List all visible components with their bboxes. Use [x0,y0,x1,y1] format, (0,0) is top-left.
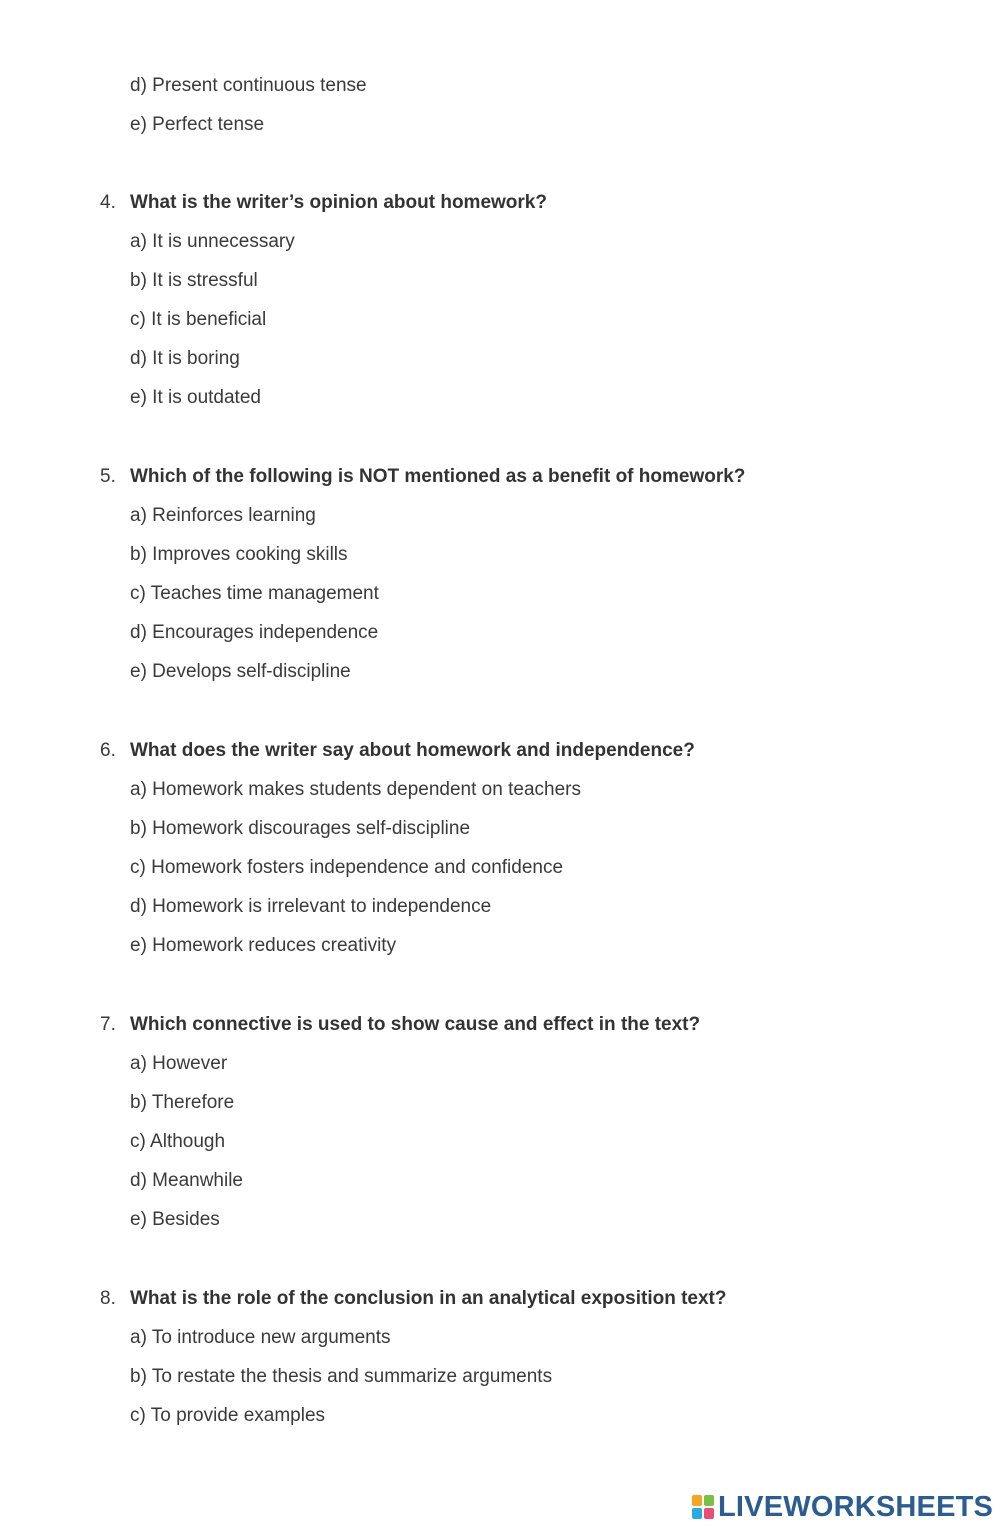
option-c: c) Although [130,1131,226,1152]
option-c: c) Teaches time management [130,583,379,604]
option-3d: d) Present continuous tense [130,75,367,96]
option-c: c) Homework fosters independence and confidence [130,857,564,878]
question-number: 5. [100,466,116,487]
option-e: e) Homework reduces creativity [130,935,397,956]
question-number: 4. [100,192,116,213]
option-b: b) Improves cooking skills [130,544,348,565]
question-text: Which connective is used to show cause and effect in the text? [130,1014,701,1035]
liveworksheets-logo-icon [692,1495,714,1519]
option-e: e) Besides [130,1209,220,1230]
question-number: 8. [100,1288,116,1309]
option-d: d) Meanwhile [130,1170,243,1191]
question-number: 6. [100,740,116,761]
option-a: a) It is unnecessary [130,231,295,252]
option-c: c) To provide examples [130,1405,326,1426]
option-e: e) It is outdated [130,387,261,408]
logo-text: LIVEWORKSHEETS [718,1490,994,1523]
question-text: What is the writer’s opinion about homework? [130,192,547,213]
option-b: b) Homework discourages self-discipline [130,818,471,839]
option-d: d) It is boring [130,348,240,369]
question-text: Which of the following is NOT mentioned as a benefit of homework? [130,466,746,487]
option-e: e) Develops self-discipline [130,661,351,682]
option-a: a) To introduce new arguments [130,1327,391,1348]
option-d: d) Encourages independence [130,622,379,643]
option-a: a) Reinforces learning [130,505,316,526]
option-b: b) To restate the thesis and summarize arguments [130,1366,553,1387]
option-3e: e) Perfect tense [130,114,265,135]
question-text: What does the writer say about homework and independence? [130,740,695,761]
option-a: a) However [130,1053,228,1074]
option-a: a) Homework makes students dependent on teachers [130,779,581,800]
question-number: 7. [100,1014,116,1035]
question-text: What is the role of the conclusion in an analytical exposition text? [130,1288,727,1309]
liveworksheets-logo[interactable] [692,1490,993,1524]
option-b: b) Therefore [130,1092,235,1113]
option-d: d) Homework is irrelevant to independence [130,896,492,917]
option-b: b) It is stressful [130,270,258,291]
option-c: c) It is beneficial [130,309,267,330]
